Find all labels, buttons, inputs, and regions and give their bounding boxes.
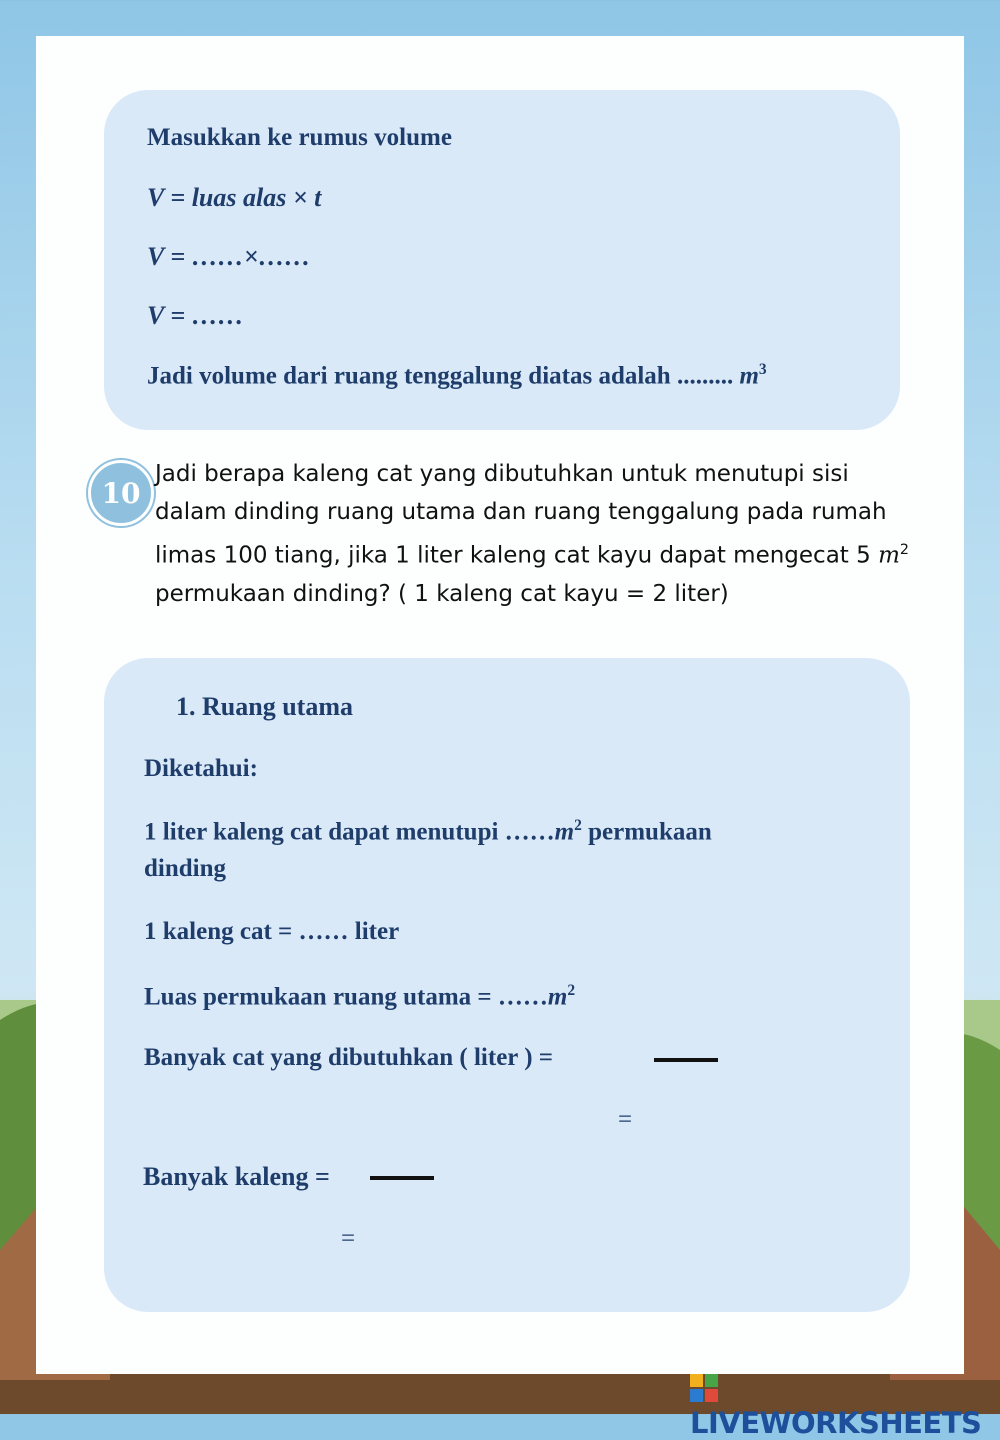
banyak-kaleng-line: Banyak kaleng = xyxy=(143,1162,330,1191)
liveworksheets-logo[interactable]: LIVEWORKSHEETS xyxy=(690,1372,1000,1408)
equals-sign-1: = xyxy=(618,1106,633,1133)
liter-coverage-line: 1 liter kaleng cat dapat menutupi $\dots\dots m^2$ permukaan xyxy=(144,817,712,846)
volume-step-2: V = …… xyxy=(147,301,244,330)
card1-heading: Masukkan ke rumus volume xyxy=(147,124,452,151)
liter-coverage-line-cont: dinding xyxy=(144,855,227,882)
question-number-badge: 10 xyxy=(88,460,154,526)
volume-step-1: V = ……×…… xyxy=(147,242,311,271)
ruang-utama-title: 1. Ruang utama xyxy=(176,692,353,721)
banyak-cat-line: Banyak cat yang dibutuhkan ( liter ) = xyxy=(144,1044,554,1071)
kaleng-liter-line: 1 kaleng cat = …… liter xyxy=(144,918,400,945)
diketahui-label: Diketahui: xyxy=(144,755,258,782)
fraction-bar-kaleng xyxy=(370,1176,434,1180)
fraction-bar-cat xyxy=(654,1058,718,1062)
live-logo-icon xyxy=(690,1374,718,1402)
volume-conclusion: Jadi volume dari ruang tenggalung diatas adalah ......... $m^3$ xyxy=(147,361,767,390)
volume-formula: V = luas alas × t xyxy=(147,183,322,212)
question-text: Jadi berapa kaleng cat yang dibutuhkan untuk menutupi sisi dalam dinding ruang utama dan ruang tenggalung pada rumah limas 100 tiang, jika 1 liter kaleng cat kayu dapat mengecat 5 $m^2$ permukaan dinding? ( 1 kaleng cat kayu = 2 liter) xyxy=(155,461,909,607)
equals-sign-2: = xyxy=(341,1225,356,1252)
luas-permukaan-line: Luas permukaan ruang utama = $\dots\dots m^2$ xyxy=(144,982,576,1011)
